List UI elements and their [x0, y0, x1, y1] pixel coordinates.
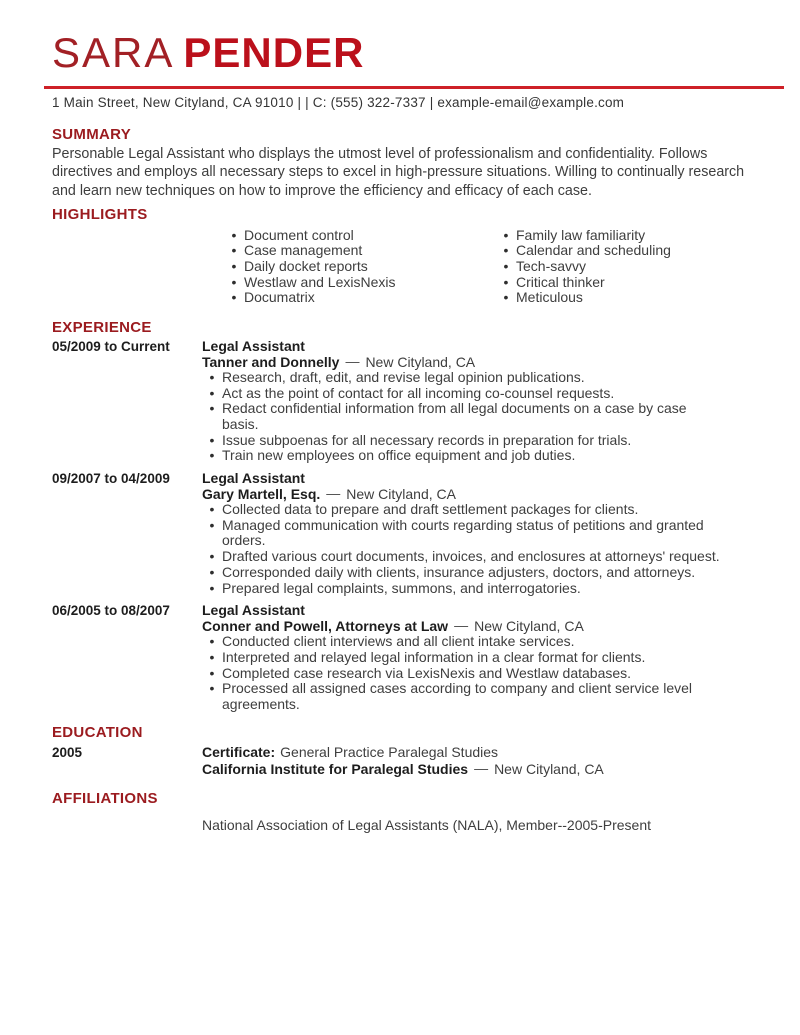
bullet-text: Managed communication with courts regarding status of petitions and granted orders.: [222, 516, 704, 549]
bullet-item: [202, 386, 754, 402]
job-entry: [52, 338, 754, 464]
bullet-text: Redact confidential information from all legal documents on a case by case basis.: [222, 400, 687, 432]
education-heading: EDUCATION: [52, 723, 143, 741]
bullet-item: [202, 433, 754, 449]
bullet-item: [202, 549, 754, 565]
credential-label: Certificate:: [202, 743, 276, 760]
job-title: Legal Assistant: [202, 602, 305, 619]
bullet-icon: •: [503, 273, 509, 290]
highlight-item: [224, 275, 496, 291]
bullet-icon: •: [503, 226, 509, 243]
highlight-label: Family law familiarity: [516, 226, 646, 243]
header-name: [52, 29, 754, 83]
credential-line: [202, 744, 754, 761]
bullet-text: Train new employees on office equipment and job duties.: [222, 447, 576, 464]
bullet-icon: •: [503, 289, 509, 306]
job-dates: 05/2009 to Current: [52, 338, 170, 354]
bullet-text: Prepared legal complaints, summons, and interrogatories.: [222, 579, 581, 596]
highlight-label: Case management: [244, 242, 363, 259]
school-name: California Institute for Paralegal Studies: [202, 760, 469, 777]
highlights-column-1: [224, 228, 496, 306]
bullet-icon: •: [209, 649, 215, 665]
bullet-text: Processed all assigned cases according to company and client service level agreements.: [222, 680, 693, 713]
highlight-label: Calendar and scheduling: [516, 242, 671, 259]
highlights-column-2: [496, 228, 746, 306]
school-location: New Cityland, CA: [494, 760, 604, 777]
bullet-icon: •: [209, 447, 215, 464]
dash-separator: —: [326, 485, 341, 502]
bullet-text: Completed case research via LexisNexis and Westlaw databases.: [222, 664, 632, 681]
highlight-item: [496, 243, 746, 259]
first-name: SARA: [52, 29, 175, 76]
job-details: [202, 470, 754, 596]
job-bullets: [202, 634, 754, 713]
job-company-line: [202, 354, 754, 370]
highlight-label: Daily docket reports: [244, 258, 368, 275]
job-company-line: [202, 486, 754, 502]
bullet-text: Research, draft, edit, and revise legal opinion publications.: [222, 368, 585, 385]
highlight-label: Documatrix: [244, 289, 315, 306]
bullet-item: [202, 448, 754, 464]
bullet-text: Act as the point of contact for all incoming co-counsel requests.: [222, 384, 615, 401]
bullet-item: [202, 634, 754, 650]
highlight-label: Westlaw and LexisNexis: [244, 273, 396, 290]
highlight-item: [224, 228, 496, 244]
bullet-icon: •: [231, 289, 237, 306]
bullet-icon: •: [231, 258, 237, 275]
bullet-icon: •: [209, 563, 215, 580]
bullet-text: Conducted client interviews and all client intake services.: [222, 633, 575, 650]
header-rule: [44, 86, 784, 89]
job-details: [202, 602, 754, 713]
job-entry: [52, 470, 754, 596]
job-bullets: [202, 502, 754, 596]
job-company: Gary Martell, Esq.: [202, 486, 321, 503]
bullet-icon: •: [209, 633, 215, 650]
bullet-item: [202, 401, 754, 432]
bullet-text: Issue subpoenas for all necessary records in preparation for trials.: [222, 431, 632, 448]
highlight-item: [496, 259, 746, 275]
bullet-text: Interpreted and relayed legal information in a clear format for clients.: [222, 649, 646, 665]
job-location: New Cityland, CA: [346, 486, 456, 503]
highlight-item: [224, 290, 496, 306]
summary-text: Personable Legal Assistant who displays the utmost level of professionalism and confidentiality. Follows directives and employs all necessary steps to excel in high-pressure situations. Willing to continually research and learn new techniques on how to improve the efficiency and efficacy of each case.: [52, 146, 745, 199]
job-location: New Cityland, CA: [365, 353, 476, 370]
job-title: Legal Assistant: [202, 337, 305, 354]
bullet-text: Collected data to prepare and draft settlement packages for clients.: [222, 501, 639, 518]
job-location: New Cityland, CA: [474, 618, 584, 635]
bullet-item: [202, 518, 754, 549]
bullet-icon: •: [209, 579, 215, 596]
job-company: Tanner and Donnelly: [202, 353, 340, 370]
school-line: [202, 761, 754, 778]
highlight-item: [224, 243, 496, 259]
highlight-item: [496, 290, 746, 306]
education-year: 2005: [52, 744, 83, 760]
last-name: PENDER: [183, 29, 365, 76]
bullet-item: [202, 502, 754, 518]
bullet-item: [202, 666, 754, 682]
dash-separator: —: [454, 617, 469, 634]
highlight-label: Document control: [244, 226, 354, 243]
job-bullets: [202, 370, 754, 464]
bullet-item: [202, 565, 754, 581]
bullet-text: Drafted various court documents, invoices, and enclosures at attorneys' request.: [222, 548, 720, 565]
job-company-line: [202, 618, 754, 634]
dash-separator: —: [474, 759, 489, 776]
highlight-label: Tech-savvy: [516, 258, 587, 275]
job-details: [202, 338, 754, 464]
affiliations-heading: AFFILIATIONS: [52, 789, 158, 807]
bullet-text: Corresponded daily with clients, insurance adjusters, doctors, and attorneys.: [222, 563, 696, 580]
bullet-icon: •: [209, 384, 215, 401]
highlight-label: Critical thinker: [516, 273, 605, 290]
job-company: Conner and Powell, Attorneys at Law: [202, 618, 449, 635]
bullet-icon: •: [209, 680, 215, 697]
bullet-icon: •: [231, 242, 237, 259]
bullet-item: [202, 370, 754, 386]
highlight-item: [496, 228, 746, 244]
job-dates: 09/2007 to 04/2009: [52, 471, 170, 487]
bullet-icon: •: [231, 273, 237, 290]
highlight-item: [224, 259, 496, 275]
education-details: [202, 744, 754, 778]
job-entry: [52, 602, 754, 713]
bullet-icon: •: [209, 501, 215, 518]
bullet-icon: •: [209, 368, 215, 385]
credential-text: General Practice Paralegal Studies: [280, 743, 499, 760]
experience-heading: EXPERIENCE: [52, 318, 152, 336]
highlights-columns: [224, 228, 754, 306]
bullet-icon: •: [231, 226, 237, 243]
contact-line: 1 Main Street, New Cityland, CA 91010 | | C: (555) 322-7337 | example-email@example.com: [52, 95, 625, 110]
highlight-item: [496, 275, 746, 291]
bullet-item: [202, 681, 754, 712]
highlights-heading: HIGHLIGHTS: [52, 205, 148, 223]
bullet-item: [202, 650, 754, 666]
bullet-icon: •: [209, 400, 215, 417]
job-title: Legal Assistant: [202, 470, 305, 487]
bullet-icon: •: [503, 242, 509, 259]
affiliations-text: National Association of Legal Assistants (NALA), Member--2005-Present: [202, 816, 651, 833]
education-entry: [52, 744, 754, 778]
bullet-icon: •: [209, 664, 215, 681]
bullet-icon: •: [209, 431, 215, 448]
job-dates: 06/2005 to 08/2007: [52, 603, 170, 619]
bullet-item: [202, 581, 754, 597]
dash-separator: —: [345, 352, 360, 369]
bullet-icon: •: [209, 548, 215, 565]
summary-heading: SUMMARY: [52, 126, 132, 143]
highlight-label: Meticulous: [516, 289, 583, 306]
bullet-icon: •: [209, 516, 215, 533]
bullet-icon: •: [503, 258, 509, 275]
